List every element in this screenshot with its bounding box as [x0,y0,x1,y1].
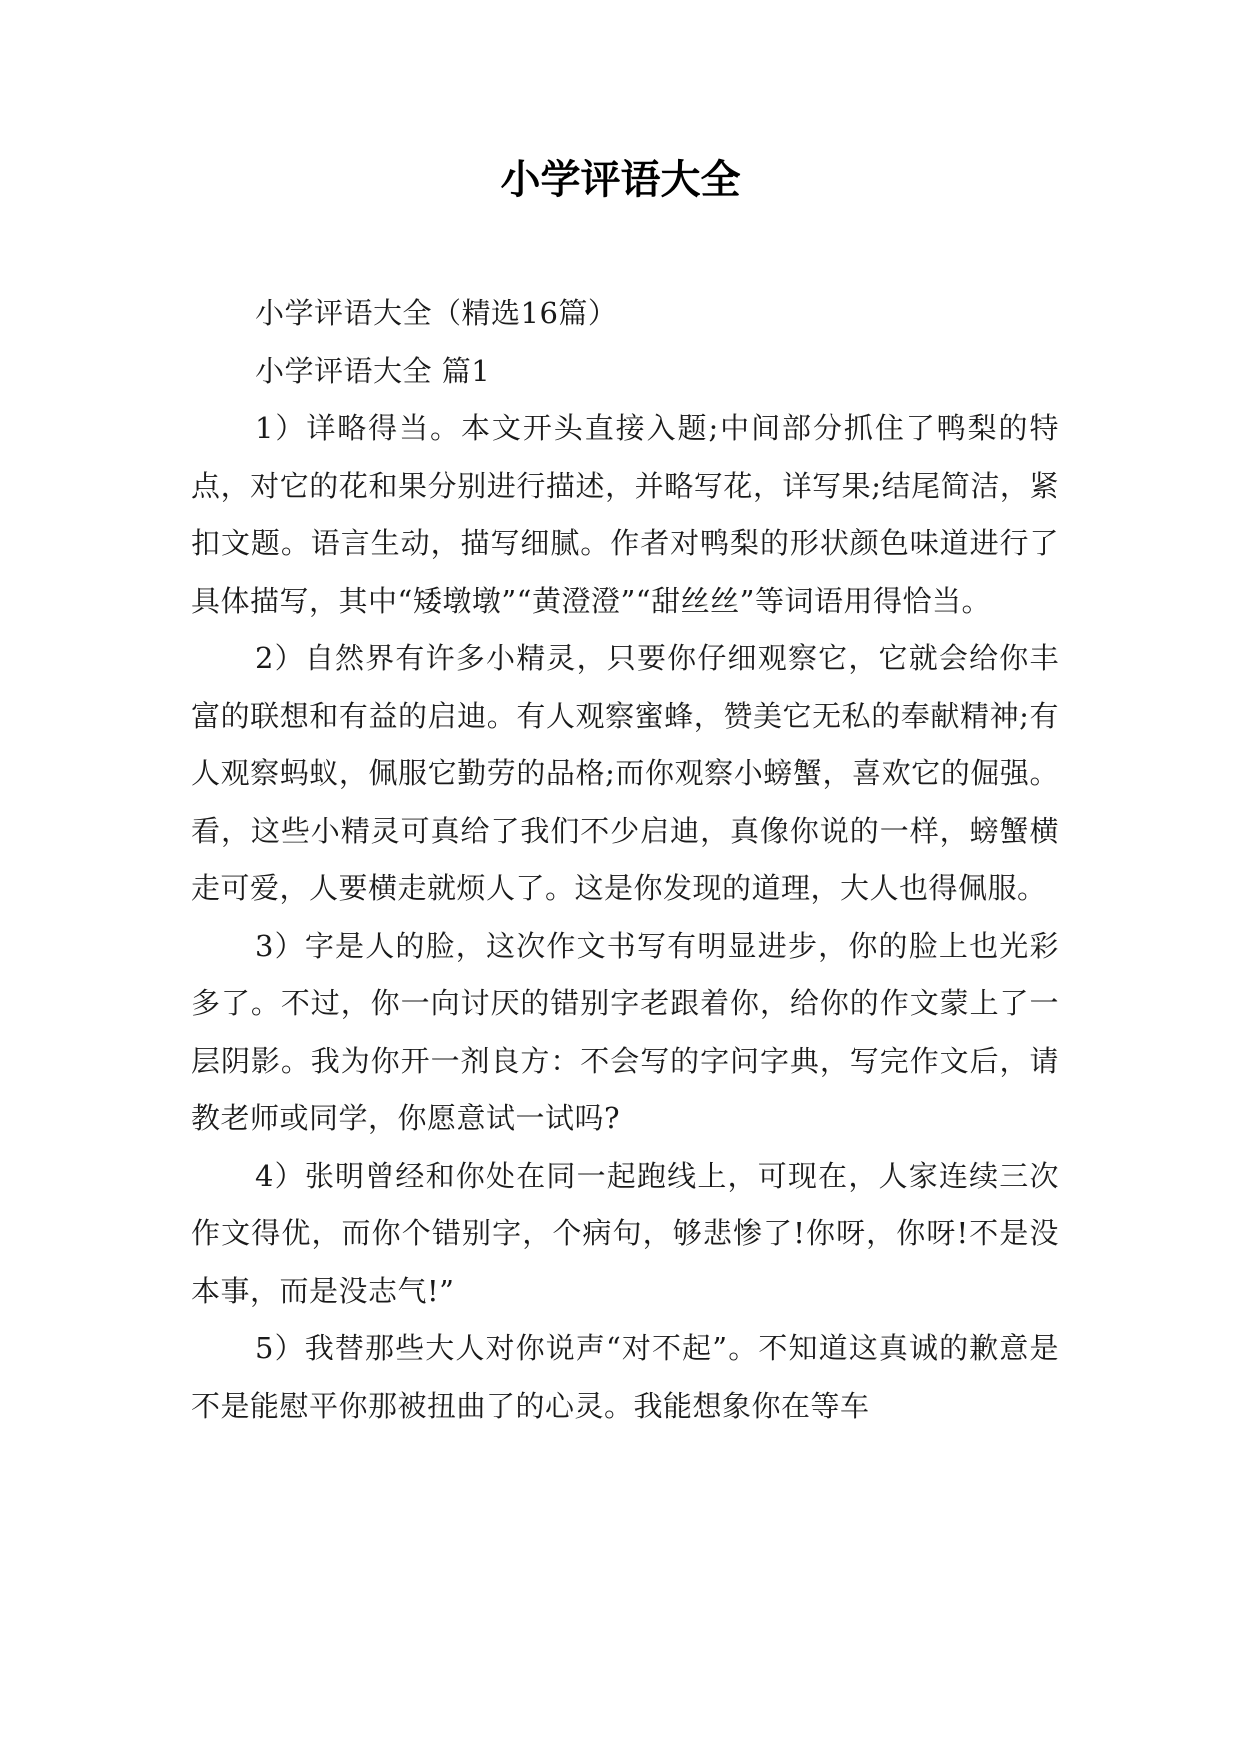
subtitle-paragraph: 小学评语大全（精选16篇） [255,296,618,330]
section-heading: 小学评语大全 篇1 [255,353,491,388]
document-body [191,285,1059,1435]
document-title: 小学评语大全 [500,157,741,203]
comment-paragraph-3: 3）字是人的脸，这次作文书写有明显进步，你的脸上也光彩多了。不过，你一向讨厌的错别字老跟着你，给你的作文蒙上了一层阴影。我为你开一剂良方：不会写的字问字典，写完作文后，请教老师或同学，你愿意试一试吗? [191,928,1059,1135]
comment-paragraph-2: 2）自然界有许多小精灵，只要你仔细观察它，它就会给你丰富的联想和有益的启迪。有人观察蜜蜂，赞美它无私的奉献精神;有人观察蚂蚁，佩服它勤劳的品格;而你观察小螃蟹，喜欢它的倔强。看，这些小精灵可真给了我们不少启迪，真像你说的一样，螃蟹横走可爱，人要横走就烦人了。这是你发现的道理，大人也得佩服。 [191,641,1059,905]
comment-paragraph-5: 5）我替那些大人对你说声“对不起”。不知道这真诚的歉意是不是能慰平你那被扭曲了的心灵。我能想象你在等车 [191,1331,1059,1423]
comment-paragraph-1: 1）详略得当。本文开头直接入题;中间部分抓住了鸭梨的特点，对它的花和果分别进行描述，并略写花，详写果;结尾简洁，紧扣文题。语言生动，描写细腻。作者对鸭梨的形状颜色味道进行了具体描写，其中“矮墩墩”“黄澄澄”“甜丝丝”等词语用得恰当。 [191,411,1059,618]
comment-paragraph-4: 4）张明曾经和你处在同一起跑线上，可现在，人家连续三次作文得优，而你个错别字，个病句，够悲惨了!你呀，你呀!不是没本事，而是没志气!” [191,1158,1059,1308]
